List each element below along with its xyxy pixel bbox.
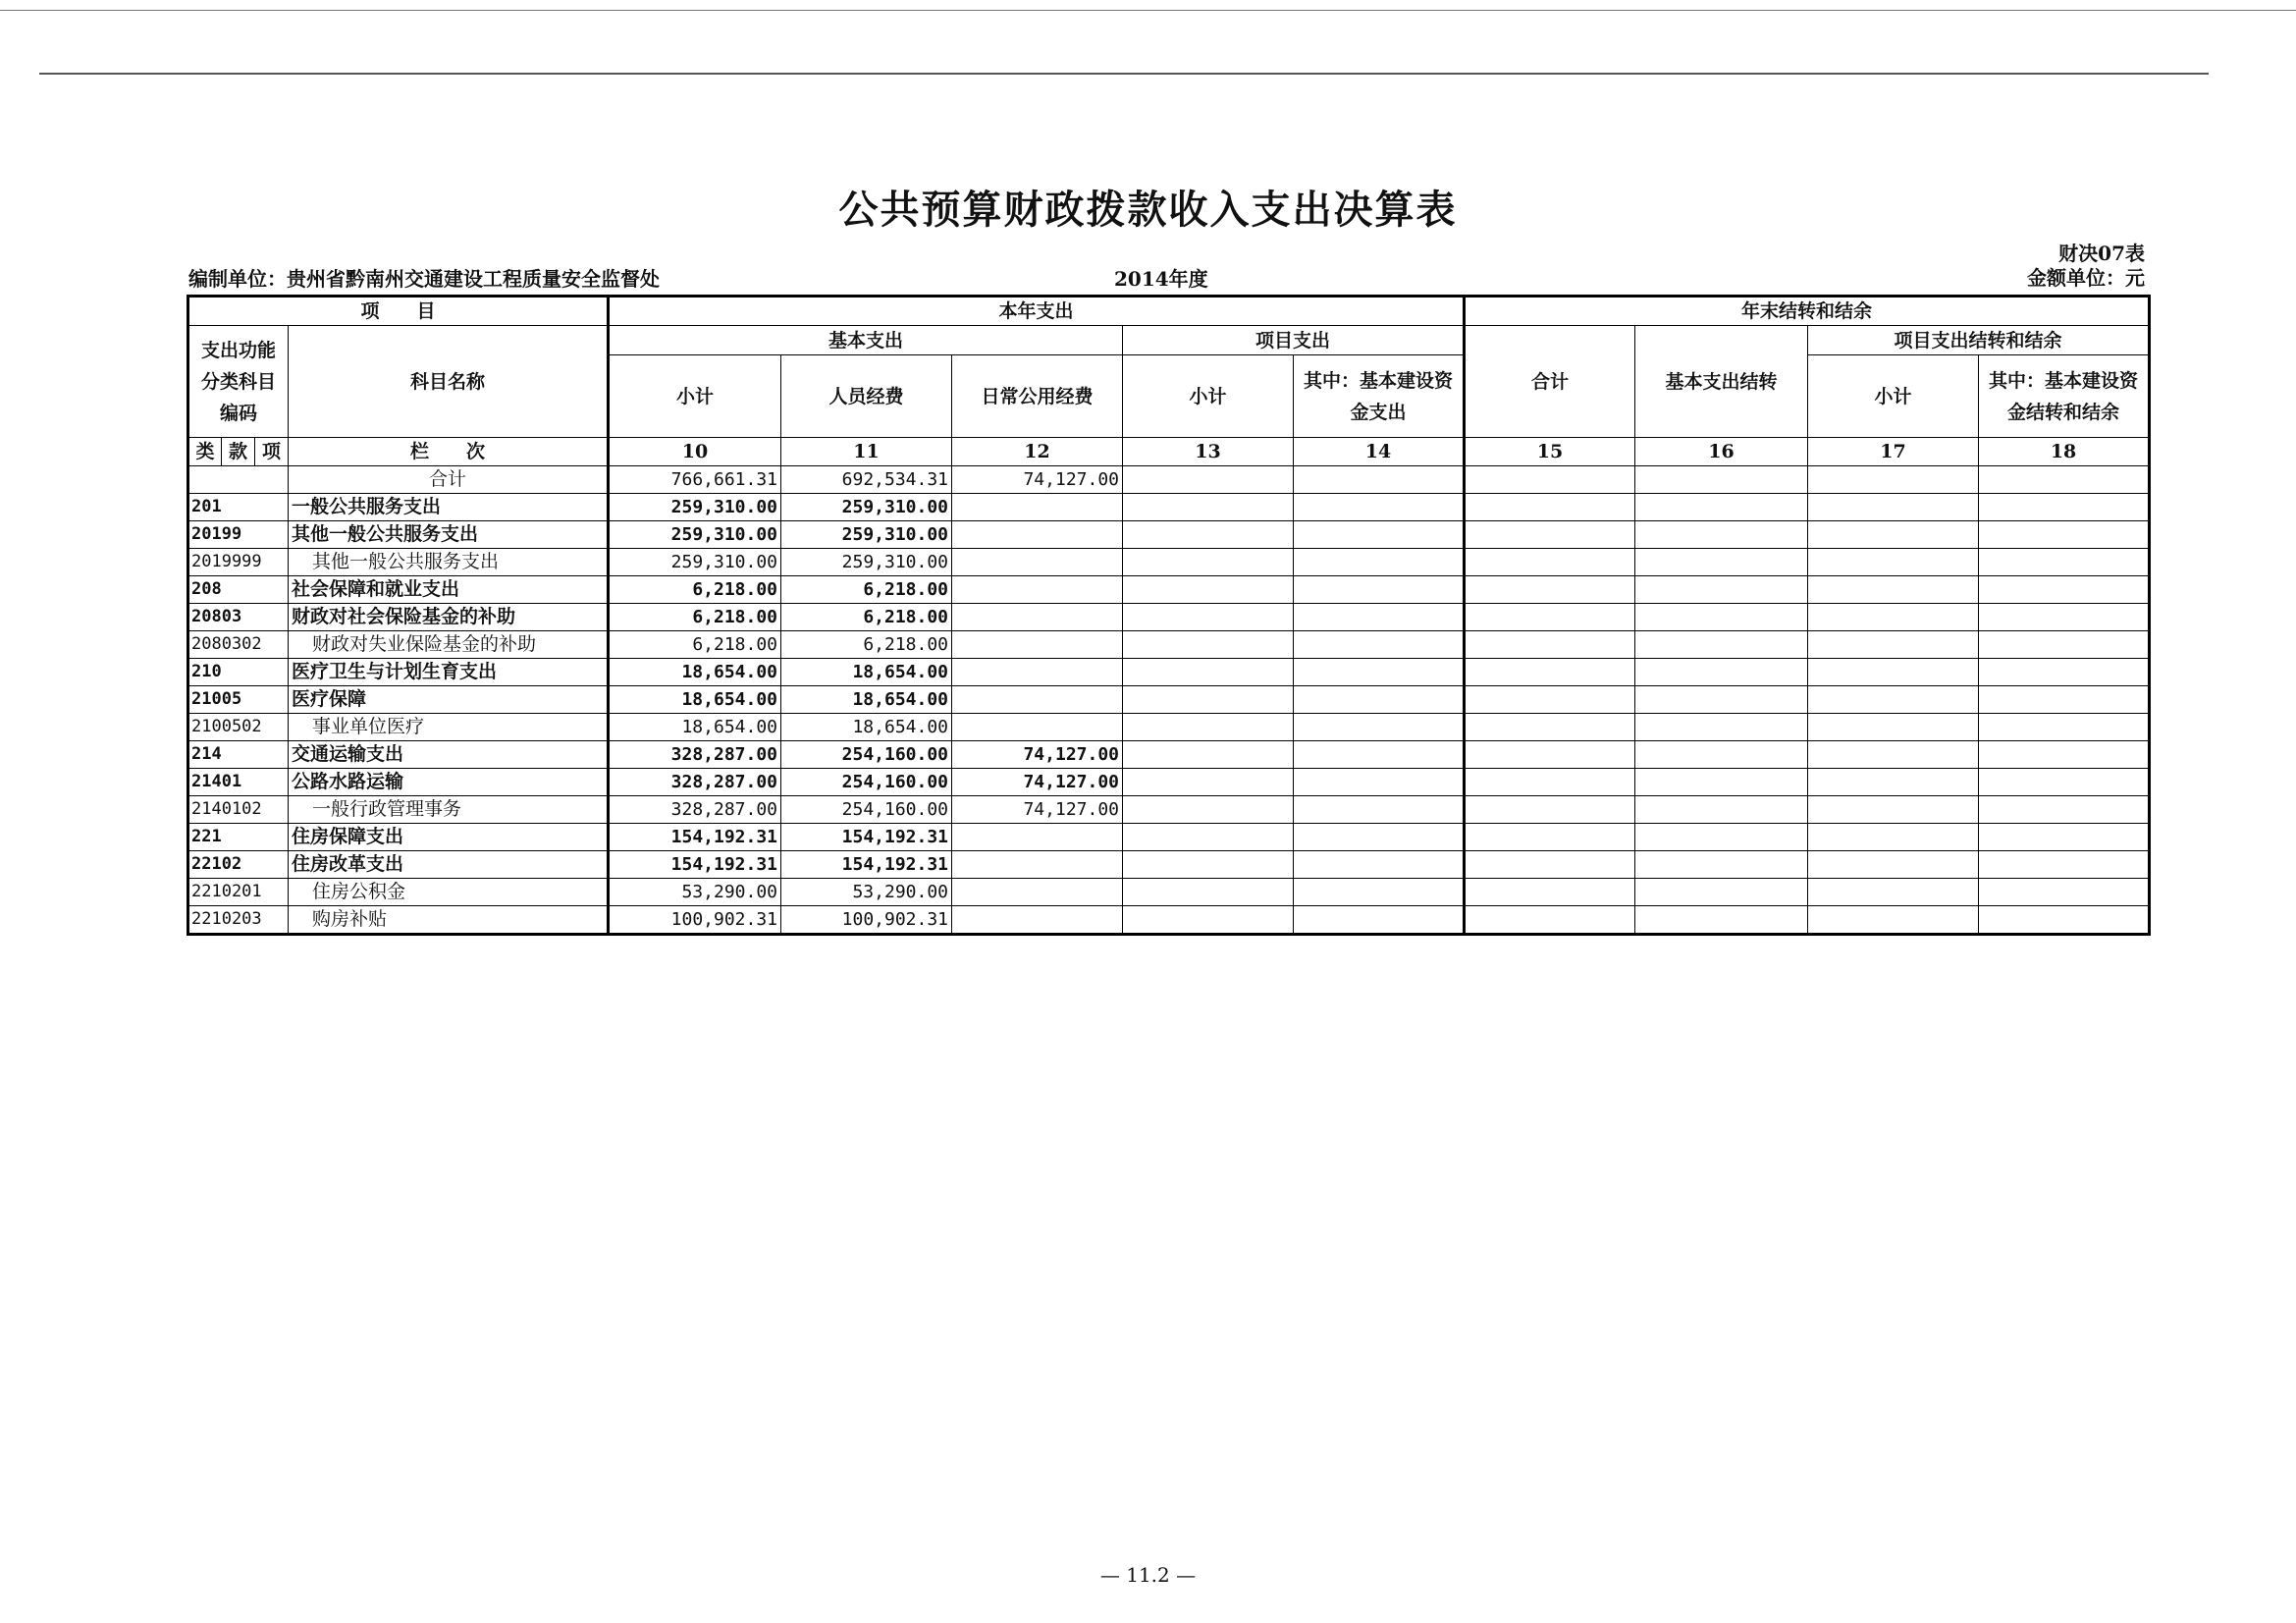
row-personnel-cost: 259,310.00 bbox=[781, 549, 952, 576]
row-carryover-subtotal bbox=[1808, 494, 1979, 521]
header-item: 项 bbox=[255, 438, 289, 466]
row-project-subtotal bbox=[1123, 494, 1294, 521]
header-section: 款 bbox=[222, 438, 255, 466]
row-code: 22102 bbox=[188, 851, 289, 879]
row-basic-carryover bbox=[1635, 604, 1808, 631]
table-row bbox=[188, 631, 2150, 659]
row-code: 2210201 bbox=[188, 879, 289, 906]
row-basic-carryover bbox=[1635, 769, 1808, 796]
row-subject-name: 住房改革支出 bbox=[289, 851, 609, 879]
row-capital-construction bbox=[1294, 686, 1465, 714]
table-row bbox=[188, 549, 2150, 576]
row-public-cost: 74,127.00 bbox=[952, 769, 1123, 796]
row-year-end-total bbox=[1465, 769, 1635, 796]
row-code: 20803 bbox=[188, 604, 289, 631]
total-row bbox=[188, 466, 2150, 494]
row-capital-construction bbox=[1294, 494, 1465, 521]
row-basic-subtotal: 328,287.00 bbox=[609, 796, 781, 824]
row-year-end-total bbox=[1465, 659, 1635, 686]
row-capital-construction bbox=[1294, 906, 1465, 935]
header-function-code: 支出功能分类科目编码 bbox=[188, 326, 289, 438]
header-basic-subtotal: 小计 bbox=[609, 355, 781, 438]
row-public-cost bbox=[952, 659, 1123, 686]
column-number-14: 14 bbox=[1294, 438, 1465, 466]
header-carryover-subtotal: 小计 bbox=[1808, 355, 1979, 438]
row-carryover-subtotal bbox=[1808, 549, 1979, 576]
row-capital-construction bbox=[1294, 796, 1465, 824]
row-project-subtotal bbox=[1123, 686, 1294, 714]
row-capital-carryover bbox=[1979, 879, 2150, 906]
header-project: 项 目 bbox=[188, 297, 609, 326]
row-public-cost: 74,127.00 bbox=[952, 466, 1123, 494]
row-code: 2140102 bbox=[188, 796, 289, 824]
row-public-cost bbox=[952, 576, 1123, 604]
row-basic-carryover bbox=[1635, 879, 1808, 906]
row-personnel-cost: 100,902.31 bbox=[781, 906, 952, 935]
row-subject-name: 公路水路运输 bbox=[289, 769, 609, 796]
row-public-cost bbox=[952, 686, 1123, 714]
row-personnel-cost: 154,192.31 bbox=[781, 824, 952, 851]
header-basic-carryover: 基本支出结转 bbox=[1635, 326, 1808, 438]
row-subject-name: 医疗卫生与计划生育支出 bbox=[289, 659, 609, 686]
row-personnel-cost: 6,218.00 bbox=[781, 604, 952, 631]
table-row bbox=[188, 851, 2150, 879]
row-basic-carryover bbox=[1635, 851, 1808, 879]
row-subject-name: 交通运输支出 bbox=[289, 741, 609, 769]
row-capital-carryover bbox=[1979, 604, 2150, 631]
currency-unit: 金额单位：元 bbox=[2027, 266, 2145, 290]
row-code: 2210203 bbox=[188, 906, 289, 935]
header-capital-carryover: 其中：基本建设资金结转和结余 bbox=[1979, 355, 2150, 438]
row-capital-construction bbox=[1294, 851, 1465, 879]
row-code: 2019999 bbox=[188, 549, 289, 576]
row-personnel-cost: 18,654.00 bbox=[781, 659, 952, 686]
row-personnel-cost: 259,310.00 bbox=[781, 521, 952, 549]
header-public-cost: 日常公用经费 bbox=[952, 355, 1123, 438]
row-code: 208 bbox=[188, 576, 289, 604]
row-year-end-total bbox=[1465, 686, 1635, 714]
column-number-15: 15 bbox=[1465, 438, 1635, 466]
row-carryover-subtotal bbox=[1808, 796, 1979, 824]
row-basic-subtotal: 18,654.00 bbox=[609, 686, 781, 714]
row-project-subtotal bbox=[1123, 714, 1294, 741]
row-capital-construction bbox=[1294, 604, 1465, 631]
row-capital-carryover bbox=[1979, 906, 2150, 935]
row-capital-construction bbox=[1294, 741, 1465, 769]
row-code: 2100502 bbox=[188, 714, 289, 741]
row-capital-construction bbox=[1294, 824, 1465, 851]
row-capital-carryover bbox=[1979, 769, 2150, 796]
row-subject-name: 合计 bbox=[289, 466, 609, 494]
row-project-subtotal bbox=[1123, 879, 1294, 906]
row-year-end-total bbox=[1465, 879, 1635, 906]
row-carryover-subtotal bbox=[1808, 686, 1979, 714]
row-basic-carryover bbox=[1635, 631, 1808, 659]
reporting-organization: 编制单位：贵州省黔南州交通建设工程质量安全监督处 bbox=[188, 267, 660, 291]
row-carryover-subtotal bbox=[1808, 879, 1979, 906]
row-basic-subtotal: 18,654.00 bbox=[609, 714, 781, 741]
top-rule bbox=[0, 10, 2296, 11]
header-category: 类 bbox=[188, 438, 222, 466]
row-project-subtotal bbox=[1123, 851, 1294, 879]
row-code: 201 bbox=[188, 494, 289, 521]
row-capital-construction bbox=[1294, 879, 1465, 906]
row-basic-carryover bbox=[1635, 549, 1808, 576]
row-year-end-total bbox=[1465, 494, 1635, 521]
row-subject-name: 其他一般公共服务支出 bbox=[289, 521, 609, 549]
row-capital-construction bbox=[1294, 631, 1465, 659]
row-basic-carryover bbox=[1635, 906, 1808, 935]
table-header bbox=[188, 297, 2150, 466]
row-carryover-subtotal bbox=[1808, 714, 1979, 741]
row-capital-carryover bbox=[1979, 521, 2150, 549]
row-public-cost: 74,127.00 bbox=[952, 796, 1123, 824]
row-public-cost bbox=[952, 824, 1123, 851]
row-subject-name: 社会保障和就业支出 bbox=[289, 576, 609, 604]
document-title: 公共预算财政拨款收入支出决算表 bbox=[838, 187, 1458, 233]
row-personnel-cost: 53,290.00 bbox=[781, 879, 952, 906]
row-subject-name: 住房公积金 bbox=[289, 879, 609, 906]
header-rule bbox=[39, 73, 2209, 75]
row-public-cost bbox=[952, 851, 1123, 879]
table-row bbox=[188, 659, 2150, 686]
header-current-year-expenditure: 本年支出 bbox=[609, 297, 1465, 326]
row-year-end-total bbox=[1465, 906, 1635, 935]
row-project-subtotal bbox=[1123, 549, 1294, 576]
row-capital-carryover bbox=[1979, 659, 2150, 686]
row-capital-carryover bbox=[1979, 631, 2150, 659]
row-carryover-subtotal bbox=[1808, 576, 1979, 604]
row-basic-subtotal: 259,310.00 bbox=[609, 494, 781, 521]
row-personnel-cost: 6,218.00 bbox=[781, 576, 952, 604]
column-number-10: 10 bbox=[609, 438, 781, 466]
row-carryover-subtotal bbox=[1808, 604, 1979, 631]
row-capital-carryover bbox=[1979, 576, 2150, 604]
row-project-subtotal bbox=[1123, 906, 1294, 935]
row-project-subtotal bbox=[1123, 631, 1294, 659]
row-basic-carryover bbox=[1635, 796, 1808, 824]
row-public-cost bbox=[952, 714, 1123, 741]
row-year-end-total bbox=[1465, 741, 1635, 769]
row-project-subtotal bbox=[1123, 741, 1294, 769]
row-carryover-subtotal bbox=[1808, 741, 1979, 769]
row-year-end-total bbox=[1465, 824, 1635, 851]
row-basic-carryover bbox=[1635, 494, 1808, 521]
row-capital-construction bbox=[1294, 714, 1465, 741]
row-capital-carryover bbox=[1979, 686, 2150, 714]
row-basic-carryover bbox=[1635, 659, 1808, 686]
row-basic-subtotal: 154,192.31 bbox=[609, 851, 781, 879]
row-carryover-subtotal bbox=[1808, 521, 1979, 549]
table-row bbox=[188, 494, 2150, 521]
row-public-cost bbox=[952, 631, 1123, 659]
row-basic-subtotal: 6,218.00 bbox=[609, 631, 781, 659]
row-capital-carryover bbox=[1979, 824, 2150, 851]
fiscal-year: 2014年度 bbox=[1114, 267, 1208, 291]
row-code: 21005 bbox=[188, 686, 289, 714]
row-capital-construction bbox=[1294, 659, 1465, 686]
row-code bbox=[188, 466, 289, 494]
row-code: 21401 bbox=[188, 769, 289, 796]
column-number-17: 17 bbox=[1808, 438, 1979, 466]
header-year-end-total: 合计 bbox=[1465, 326, 1635, 438]
row-basic-subtotal: 154,192.31 bbox=[609, 824, 781, 851]
row-code: 2080302 bbox=[188, 631, 289, 659]
column-number-11: 11 bbox=[781, 438, 952, 466]
row-year-end-total bbox=[1465, 631, 1635, 659]
row-subject-name: 医疗保障 bbox=[289, 686, 609, 714]
row-personnel-cost: 18,654.00 bbox=[781, 714, 952, 741]
column-number-18: 18 bbox=[1979, 438, 2150, 466]
row-basic-subtotal: 766,661.31 bbox=[609, 466, 781, 494]
row-personnel-cost: 6,218.00 bbox=[781, 631, 952, 659]
row-year-end-total bbox=[1465, 466, 1635, 494]
header-project-carryover: 项目支出结转和结余 bbox=[1808, 326, 2150, 355]
column-number-13: 13 bbox=[1123, 438, 1294, 466]
row-capital-construction bbox=[1294, 466, 1465, 494]
row-project-subtotal bbox=[1123, 769, 1294, 796]
table-body bbox=[188, 466, 2150, 935]
row-carryover-subtotal bbox=[1808, 769, 1979, 796]
row-basic-subtotal: 18,654.00 bbox=[609, 659, 781, 686]
row-capital-carryover bbox=[1979, 851, 2150, 879]
row-year-end-total bbox=[1465, 549, 1635, 576]
row-basic-carryover bbox=[1635, 741, 1808, 769]
table-row bbox=[188, 576, 2150, 604]
header-subject-name: 科目名称 bbox=[289, 326, 609, 438]
table-row bbox=[188, 824, 2150, 851]
table-row bbox=[188, 879, 2150, 906]
header-basic-expenditure: 基本支出 bbox=[609, 326, 1123, 355]
row-year-end-total bbox=[1465, 576, 1635, 604]
row-basic-subtotal: 328,287.00 bbox=[609, 769, 781, 796]
row-basic-carryover bbox=[1635, 521, 1808, 549]
row-basic-subtotal: 259,310.00 bbox=[609, 521, 781, 549]
row-year-end-total bbox=[1465, 851, 1635, 879]
row-personnel-cost: 259,310.00 bbox=[781, 494, 952, 521]
budget-table bbox=[187, 295, 2151, 936]
row-personnel-cost: 18,654.00 bbox=[781, 686, 952, 714]
row-year-end-total bbox=[1465, 714, 1635, 741]
row-subject-name: 一般行政管理事务 bbox=[289, 796, 609, 824]
row-personnel-cost: 154,192.31 bbox=[781, 851, 952, 879]
row-code: 210 bbox=[188, 659, 289, 686]
table-row bbox=[188, 796, 2150, 824]
row-basic-subtotal: 6,218.00 bbox=[609, 576, 781, 604]
row-carryover-subtotal bbox=[1808, 851, 1979, 879]
row-basic-carryover bbox=[1635, 576, 1808, 604]
column-number-16: 16 bbox=[1635, 438, 1808, 466]
row-project-subtotal bbox=[1123, 521, 1294, 549]
row-subject-name: 一般公共服务支出 bbox=[289, 494, 609, 521]
row-capital-carryover bbox=[1979, 796, 2150, 824]
table-row bbox=[188, 686, 2150, 714]
row-capital-construction bbox=[1294, 576, 1465, 604]
row-capital-construction bbox=[1294, 521, 1465, 549]
header-capital-construction: 其中：基本建设资金支出 bbox=[1294, 355, 1465, 438]
row-code: 221 bbox=[188, 824, 289, 851]
header-column-number: 栏 次 bbox=[289, 438, 609, 466]
header-year-end-balance: 年末结转和结余 bbox=[1465, 297, 2150, 326]
column-number-12: 12 bbox=[952, 438, 1123, 466]
row-capital-carryover bbox=[1979, 714, 2150, 741]
row-code: 214 bbox=[188, 741, 289, 769]
page-number: — 11.2 — bbox=[1099, 1563, 1197, 1587]
row-year-end-total bbox=[1465, 604, 1635, 631]
row-capital-construction bbox=[1294, 549, 1465, 576]
table-row bbox=[188, 769, 2150, 796]
table-number: 财决07表 bbox=[2058, 242, 2145, 265]
header-project-expenditure: 项目支出 bbox=[1123, 326, 1465, 355]
row-personnel-cost: 254,160.00 bbox=[781, 769, 952, 796]
row-basic-carryover bbox=[1635, 824, 1808, 851]
row-basic-subtotal: 328,287.00 bbox=[609, 741, 781, 769]
row-capital-construction bbox=[1294, 769, 1465, 796]
row-basic-carryover bbox=[1635, 714, 1808, 741]
row-public-cost bbox=[952, 604, 1123, 631]
row-personnel-cost: 692,534.31 bbox=[781, 466, 952, 494]
row-public-cost bbox=[952, 879, 1123, 906]
row-project-subtotal bbox=[1123, 796, 1294, 824]
table-row bbox=[188, 714, 2150, 741]
row-capital-carryover bbox=[1979, 466, 2150, 494]
row-capital-carryover bbox=[1979, 549, 2150, 576]
row-subject-name: 事业单位医疗 bbox=[289, 714, 609, 741]
row-project-subtotal bbox=[1123, 604, 1294, 631]
row-basic-carryover bbox=[1635, 686, 1808, 714]
row-basic-subtotal: 53,290.00 bbox=[609, 879, 781, 906]
row-carryover-subtotal bbox=[1808, 631, 1979, 659]
table-row bbox=[188, 604, 2150, 631]
row-basic-carryover bbox=[1635, 466, 1808, 494]
row-code: 20199 bbox=[188, 521, 289, 549]
table-row bbox=[188, 906, 2150, 935]
header-project-subtotal: 小计 bbox=[1123, 355, 1294, 438]
row-year-end-total bbox=[1465, 796, 1635, 824]
row-public-cost: 74,127.00 bbox=[952, 741, 1123, 769]
row-carryover-subtotal bbox=[1808, 466, 1979, 494]
row-personnel-cost: 254,160.00 bbox=[781, 796, 952, 824]
row-project-subtotal bbox=[1123, 659, 1294, 686]
row-carryover-subtotal bbox=[1808, 906, 1979, 935]
row-personnel-cost: 254,160.00 bbox=[781, 741, 952, 769]
table-row bbox=[188, 521, 2150, 549]
row-project-subtotal bbox=[1123, 824, 1294, 851]
row-basic-subtotal: 6,218.00 bbox=[609, 604, 781, 631]
row-project-subtotal bbox=[1123, 576, 1294, 604]
row-capital-carryover bbox=[1979, 494, 2150, 521]
row-carryover-subtotal bbox=[1808, 659, 1979, 686]
row-subject-name: 财政对社会保险基金的补助 bbox=[289, 604, 609, 631]
row-subject-name: 其他一般公共服务支出 bbox=[289, 549, 609, 576]
row-basic-subtotal: 259,310.00 bbox=[609, 549, 781, 576]
row-basic-subtotal: 100,902.31 bbox=[609, 906, 781, 935]
table-row bbox=[188, 741, 2150, 769]
row-subject-name: 购房补贴 bbox=[289, 906, 609, 935]
row-public-cost bbox=[952, 521, 1123, 549]
row-capital-carryover bbox=[1979, 741, 2150, 769]
row-carryover-subtotal bbox=[1808, 824, 1979, 851]
row-public-cost bbox=[952, 549, 1123, 576]
row-subject-name: 住房保障支出 bbox=[289, 824, 609, 851]
row-year-end-total bbox=[1465, 521, 1635, 549]
row-public-cost bbox=[952, 494, 1123, 521]
row-subject-name: 财政对失业保险基金的补助 bbox=[289, 631, 609, 659]
header-personnel-cost: 人员经费 bbox=[781, 355, 952, 438]
row-public-cost bbox=[952, 906, 1123, 935]
row-project-subtotal bbox=[1123, 466, 1294, 494]
